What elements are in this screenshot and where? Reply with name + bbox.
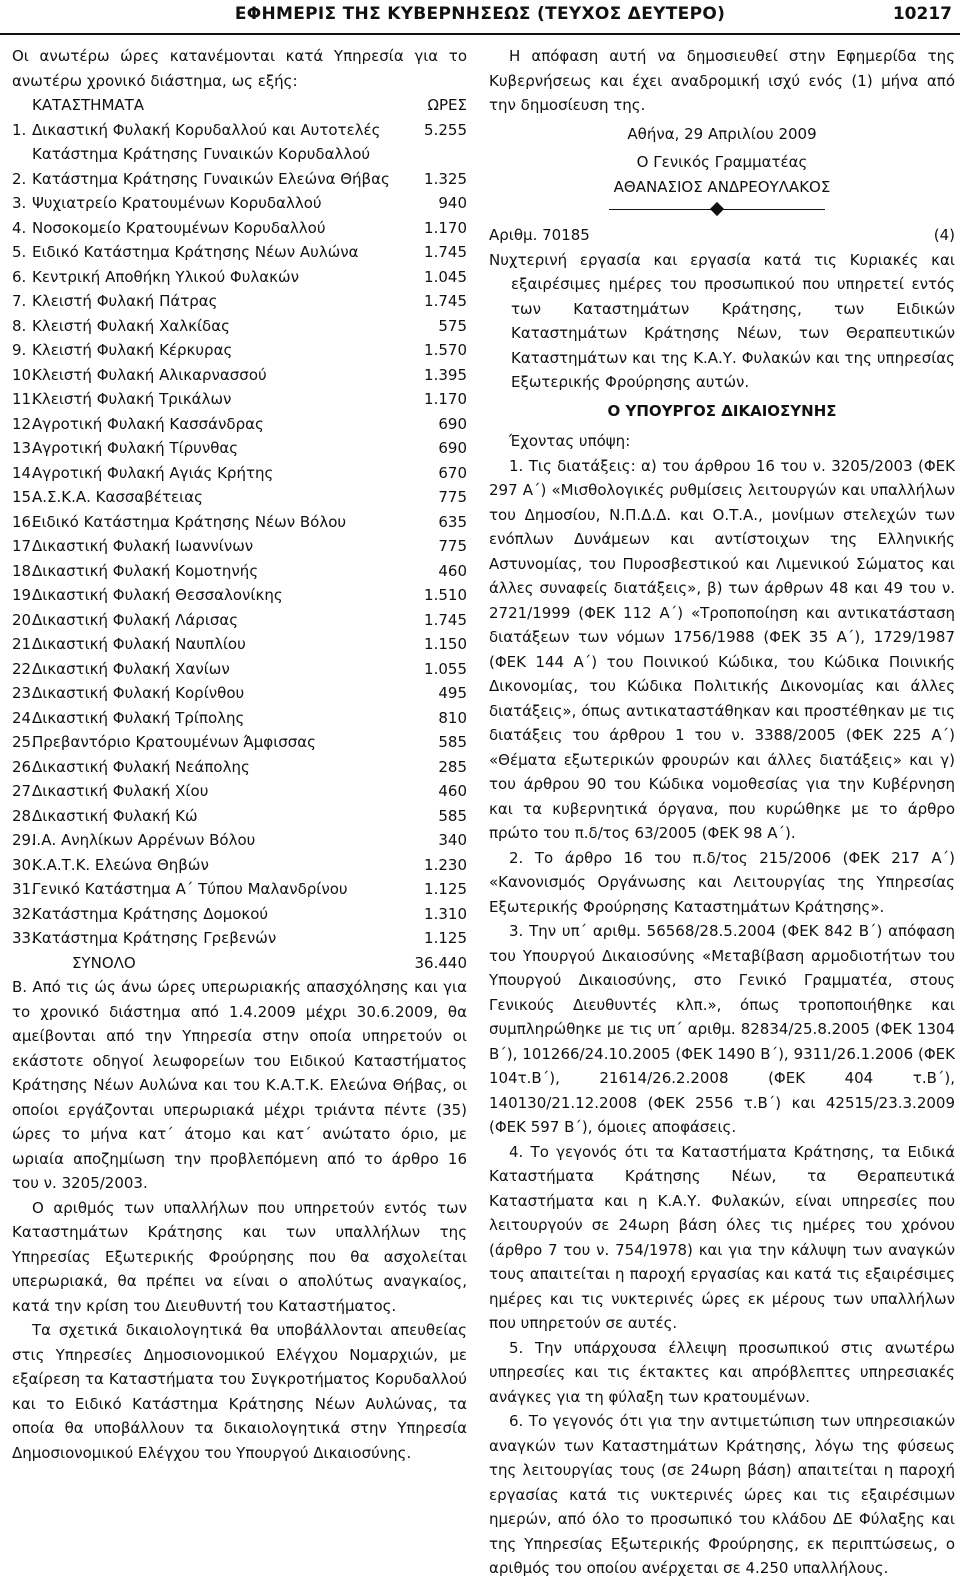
store-name: Δικαστική Φυλακή Νεάπολης <box>32 757 250 776</box>
decision-number-row <box>489 223 955 248</box>
hours-value: 575 <box>438 316 467 335</box>
row-number: 31. <box>12 880 36 898</box>
table-row <box>12 485 467 510</box>
hours-value: 1.570 <box>424 341 467 359</box>
row-number: 32. <box>12 904 36 923</box>
row-number: 13. <box>12 439 36 457</box>
row-number: 23. <box>12 684 36 702</box>
hours-value: 1.230 <box>424 855 467 874</box>
table-row <box>12 657 467 682</box>
point-2: 2. Το άρθρο 16 του π.δ/τος 215/2006 (ΦΕΚ 217 Α΄) «Κανονισμός Οργάνωσης και Λειτουργίας της Υπηρεσίας Εξωτερικής Φρούρησης Καταστημάτων Κράτησης». <box>489 848 955 916</box>
diamond-icon <box>710 202 724 216</box>
signer-title: Ο Γενικός Γραμματέας <box>636 153 808 171</box>
table-row <box>12 632 467 657</box>
store-name: Αγροτική Φυλακή Αγιάς Κρήτης <box>32 463 274 482</box>
page-number: 10217 <box>892 4 952 24</box>
row-number: 1. <box>12 120 27 139</box>
row-number: 29. <box>12 831 36 849</box>
row-number: 33. <box>12 929 36 947</box>
row-number: 26. <box>12 757 36 776</box>
table-row <box>12 338 467 363</box>
row-number: 25. <box>12 733 36 751</box>
left-column <box>12 44 467 1465</box>
separator-ornament <box>489 201 955 219</box>
total-label: ΣΥΝΟΛΟ <box>72 953 136 972</box>
store-name: Κλειστή Φυλακή Κέρκυρας <box>32 341 233 359</box>
store-name: Δικαστική Φυλακή Χίου <box>32 782 209 800</box>
table-row <box>12 314 467 339</box>
store-name: Αγροτική Φυλακή Τίρυνθας <box>32 439 239 457</box>
store-name: Κατάστημα Κράτησης Γυναικών Ελεώνα Θήβας <box>32 169 390 188</box>
table-row <box>12 755 467 780</box>
row-number: 7. <box>12 292 27 310</box>
store-name: Κλειστή Φυλακή Πάτρας <box>32 292 218 310</box>
hours-table-header <box>12 93 467 118</box>
store-name: Δικαστική Φυλακή Κορυδαλλού και Αυτοτελές Κατάστημα Κράτησης Γυναικών Κορυδαλλού <box>32 120 381 163</box>
table-row <box>12 583 467 608</box>
hours-value: 1.125 <box>424 880 467 898</box>
having-regard: Έχοντας υπόψη: <box>509 432 631 450</box>
gazette-title: ΕΦΗΜΕΡΙΣ ΤΗΣ ΚΥΒΕΡΝΗΣΕΩΣ (ΤΕΥΧΟΣ ΔΕΥΤΕΡΟ) <box>234 4 726 24</box>
row-number: 12. <box>12 414 36 433</box>
row-number: 16. <box>12 512 36 531</box>
hours-value: 775 <box>438 537 467 555</box>
hours-value: 1.045 <box>424 267 467 286</box>
table-row <box>12 167 467 192</box>
row-number: 20. <box>12 610 36 629</box>
hours-value: 1.170 <box>424 218 467 237</box>
hours-value: 1.395 <box>424 365 467 384</box>
hours-value: 585 <box>438 806 467 825</box>
table-row <box>12 804 467 829</box>
intro-paragraph: Οι ανωτέρω ώρες κατανέμονται κατά Υπηρεσία για το ανωτέρω χρονικό διάστημα, ως εξής: <box>12 47 467 90</box>
table-row <box>12 289 467 314</box>
total-value: 36.440 <box>414 953 467 972</box>
table-row <box>12 608 467 633</box>
row-number: 22. <box>12 659 36 678</box>
row-number: 17. <box>12 537 36 555</box>
hours-value: 5.255 <box>424 120 467 139</box>
table-row <box>12 926 467 951</box>
table-row <box>12 461 467 486</box>
hours-value: 1.150 <box>424 635 467 653</box>
row-number: 18. <box>12 561 36 580</box>
store-name: Α.Σ.Κ.Α. Κασσαβέτειας <box>32 488 203 506</box>
store-name: Δικαστική Φυλακή Κομοτηνής <box>32 561 259 580</box>
row-number: 30. <box>12 855 36 874</box>
row-number: 4. <box>12 218 27 237</box>
row-number: 28. <box>12 806 36 825</box>
store-name: Πρεβαντόριο Κρατουμένων Άμφισσας <box>32 733 316 751</box>
store-name: Ψυχιατρείο Κρατουμένων Κορυδαλλού <box>32 194 322 212</box>
point-4: 4. Το γεγονός ότι τα Καταστήματα Κράτησης, τα Ειδικά Καταστήματα Κράτησης Νέων, τα Θεραπευτικά Καταστήματα και η Κ.Α.Υ. Φυλακών, είναι υπηρεσίες που λειτουργούν σε 24ωρη βάση όλες τις ημέρες του χρόνου (άρθρο 7 του ν. 754/1978) και για την κάλυψη των αναγκών τους απαιτείται η παροχή εργασίας και κατά τις εξαιρέσιμες ημέρες και τις νυκτερινές ώρες εκ μέρους των υπαλλήλων που υπηρετούν σε αυτές. <box>489 1142 955 1332</box>
table-row <box>12 387 467 412</box>
hours-value: 670 <box>438 463 467 482</box>
hours-table <box>12 118 467 951</box>
stores-column-header: ΚΑΤΑΣΤΗΜΑΤΑ <box>32 96 145 114</box>
hours-value: 635 <box>438 512 467 531</box>
hours-value: 1.325 <box>424 169 467 188</box>
hours-value: 460 <box>438 782 467 800</box>
store-name: Ειδικό Κατάστημα Κράτησης Νέων Βόλου <box>32 512 347 531</box>
hours-column-header: ΩΡΕΣ <box>427 96 467 114</box>
hours-value: 460 <box>438 561 467 580</box>
row-number: 6. <box>12 267 27 286</box>
row-number: 27. <box>12 782 36 800</box>
documents-paragraph: Τα σχετικά δικαιολογητικά θα υποβάλλονται απευθείας στις Υπηρεσίες Δημοσιονομικού Ελέγχου Νομαρχιών, με εξαίρεση τα Καταστήματα του Συγκροτήματος Κορυδαλλού και το Ειδικό Κατάστημα Κράτησης Νέων Αυλώνας, τα οποία θα υποβάλλουν τα δικαιολογητικά στην Υπηρεσία Δημοσιονομικού Ελέγχου του Υπουργού Δικαιοσύνης. <box>12 1321 467 1462</box>
store-name: Κ.Α.Τ.Κ. Ελεώνα Θηβών <box>32 855 209 874</box>
store-name: Νοσοκομείο Κρατουμένων Κορυδαλλού <box>32 218 326 237</box>
row-number: 5. <box>12 243 27 261</box>
table-row <box>12 240 467 265</box>
hours-value: 1.745 <box>424 243 467 261</box>
page-header <box>0 0 960 35</box>
table-row <box>12 412 467 437</box>
table-row <box>12 363 467 388</box>
hours-value: 690 <box>438 439 467 457</box>
hours-value: 1.310 <box>424 904 467 923</box>
hours-value: 1.745 <box>424 610 467 629</box>
table-row <box>12 828 467 853</box>
store-name: Γενικό Κατάστημα Α΄ Τύπου Μαλανδρίνου <box>32 880 348 898</box>
store-name: Δικαστική Φυλακή Κώ <box>32 806 198 825</box>
store-name: Δικαστική Φυλακή Κορίνθου <box>32 684 245 702</box>
store-name: Δικαστική Φυλακή Χανίων <box>32 659 230 678</box>
point-1: 1. Τις διατάξεις: α) του άρθρου 16 του ν. 3205/2003 (ΦΕΚ 297 Α΄) «Μισθολογικές ρυθμίσεις λειτουργών και υπαλλήλων του Δημοσίου, Ν.Π.Δ.Δ. και Ο.Τ.Α., μονίμων στελεχών των ενόπλων Δυνάμεων και αντίστοιχων της Ελληνικής Αστυνομίας, του Πυροσβεστικού και Λιμενικού Σώματος και άλλες συναφείς διατάξεις», β) των άρθρων 48 και 49 του ν. 2721/1999 (ΦΕΚ 112 Α΄) «Τροποποίηση και αντικατάσταση διατάξεων των νόμων 1756/1988 (ΦΕΚ 35 Α΄), 1729/1987 (ΦΕΚ 144 Α΄) του Ποινικού Κώδικα, του Κώδικα Ποινικής Δικονομίας, του Κώδικα Πολιτικής Δικονομίας και άλλες διατάξεις», όπως αντικαταστάθηκαν και προστέθηκαν με τις διατάξεις του άρθρου 1 του ν. 3388/2005 (ΦΕΚ 225 Α΄) «Θέματα εξωτερικών φρουρών και άλλες διατάξεις» και γ) του άρθρου 90 του Κώδικα νομοθεσίας για την Κυβέρνηση και τα κυβερνητικά όργανα, που κυρώθηκε με το άρθρο πρώτο του π.δ/τος 63/2005 (ΦΕΚ 98 Α΄). <box>489 456 955 842</box>
table-row <box>12 730 467 755</box>
table-row <box>12 853 467 878</box>
hours-value: 940 <box>438 194 467 212</box>
hours-value: 285 <box>438 757 467 776</box>
hours-value: 495 <box>438 684 467 702</box>
row-number: 2. <box>12 169 27 188</box>
table-row <box>12 118 467 167</box>
store-name: Δικαστική Φυλακή Ναυπλίου <box>32 635 246 653</box>
row-number: 24. <box>12 708 36 727</box>
point-6: 6. Το γεγονός ότι για την αντιμετώπιση των υπηρεσιακών αναγκών των Καταστημάτων Κράτησης, λόγω της φύσεως της λειτουργίας τους (σε 24ωρη βάση) απαιτείται η παροχή εργασίας κατά τις νυκτερινές ώρες και τις εξαιρέσιμων ημερών, από όλο το προσωπικό του κλάδου ΔΕ Φύλαξης και της Υπηρεσίας Εξωτερικής Φρούρησης, εκ περιπτώσεως, ο αριθμός του οποίου ανέρχεται σε 4.250 υπαλλήλους. <box>489 1412 955 1577</box>
hours-value: 690 <box>438 414 467 433</box>
decision-index: (4) <box>933 226 955 244</box>
table-row <box>12 436 467 461</box>
row-number: 3. <box>12 194 27 212</box>
hours-value: 585 <box>438 733 467 751</box>
store-name: Κλειστή Φυλακή Τρικάλων <box>32 390 232 408</box>
paragraph-b: Β. Από τις ώς άνω ώρες υπερωριακής απασχόλησης και για το χρονικό διάστημα από 1.4.2009 μέχρι 30.6.2009, θα αμείβονται από την Υπηρεσία στην οποία υπηρετούν οι εκάστοτε οδηγοί λεωφορείων του Ειδικού Καταστήματος Κράτησης Νέων Αυλώνα και του Κ.Α.Τ.Κ. Ελεώνα Θήβας, οι οποίοι εργάζονται υπερωριακά μέχρι τριάντα πέντε (35) ώρες το μήνα κατ΄ άτομο και κατ΄ ανώτατο όριο, με ωριαία αποζημίωση την προβλεπόμενη από το άρθρο 16 του ν. 3205/2003. <box>12 978 467 1192</box>
publish-paragraph: Η απόφαση αυτή να δημοσιευθεί στην Εφημερίδα της Κυβερνήσεως και έχει αναδρομική ισχύ ενός (1) μήνα από την δημοσίευση της. <box>489 47 955 114</box>
store-name: Κατάστημα Κράτησης Δομοκού <box>32 904 269 923</box>
row-number: 11. <box>12 390 36 408</box>
point-3: 3. Την υπ΄ αριθμ. 56568/28.5.2004 (ΦΕΚ 842 Β΄) απόφαση του Υπουργού Δικαιοσύνης «Μεταβίβαση αρμοδιοτήτων του Υπουργού Δικαιοσύνης, στο Γενικό Γραμματέα, στους Γενικούς Διευθυντές κλπ.», όπως τροποποιήθηκε και συμπληρώθηκε με τις υπ΄ αριθμ. 82834/25.8.2005 (ΦΕΚ 1304 Β΄), 101266/24.10.2005 (ΦΕΚ 1490 Β΄), 9311/26.1.2006 (ΦΕΚ 104τ.Β΄), 21614/26.2.2008 (ΦΕΚ 404 τ.Β΄), 140130/21.12.2008 (ΦΕΚ 2556 τ.Β΄) και 42515/23.3.2009 (ΦΕΚ 597 Β΄), όμοιες αποφάσεις. <box>489 922 955 1136</box>
table-row <box>12 191 467 216</box>
store-name: Ειδικό Κατάστημα Κράτησης Νέων Αυλώνα <box>32 243 359 261</box>
store-name: Αγροτική Φυλακή Κασσάνδρας <box>32 414 264 433</box>
point-5: 5. Την υπάρχουσα έλλειψη προσωπικού στις ανωτέρω υπηρεσίες και τις έκτακτες και απρόβλεπτες υπηρεσιακές ανάγκες για τη φύλαξη των κρατουμένων. <box>489 1338 955 1406</box>
table-row <box>12 510 467 535</box>
row-number: 19. <box>12 586 36 604</box>
store-name: Δικαστική Φυλακή Θεσσαλονίκης <box>32 586 283 604</box>
table-row <box>12 902 467 927</box>
decision-number: Αριθμ. 70185 <box>489 226 590 244</box>
hours-value: 810 <box>438 708 467 727</box>
store-name: Κεντρική Αποθήκη Υλικού Φυλακών <box>32 267 299 286</box>
table-row <box>12 681 467 706</box>
hours-value: 340 <box>438 831 467 849</box>
table-row <box>12 559 467 584</box>
signer-name: ΑΘΑΝΑΣΙΟΣ ΑΝΔΡΕΟΥΛΑΚΟΣ <box>613 177 831 196</box>
hours-value: 1.055 <box>424 659 467 678</box>
row-number: 10. <box>12 365 36 384</box>
store-name: Ι.Α. Ανηλίκων Αρρένων Βόλου <box>32 831 256 849</box>
row-number: 8. <box>12 316 27 335</box>
store-name: Κλειστή Φυλακή Χαλκίδας <box>32 316 230 335</box>
table-row <box>12 706 467 731</box>
hours-value: 1.125 <box>424 929 467 947</box>
table-row <box>12 779 467 804</box>
store-name: Δικαστική Φυλακή Τρίπολης <box>32 708 245 727</box>
store-name: Δικαστική Φυλακή Ιωαννίνων <box>32 537 254 555</box>
place-date: Αθήνα, 29 Απριλίου 2009 <box>627 124 817 143</box>
total-row <box>12 951 467 976</box>
hours-value: 1.510 <box>424 586 467 604</box>
store-name: Δικαστική Φυλακή Λάρισας <box>32 610 239 629</box>
employees-paragraph: Ο αριθμός των υπαλλήλων που υπηρετούν εντός των Καταστημάτων Κράτησης και των υπαλλήλων της Υπηρεσίας Εξωτερικής Φρούρησης που θα ασχολείται υπερωριακά, θα πρέπει να είναι ο απολύτως αναγκαίος, κατά την κρίση του Διευθυντή του Καταστήματος. <box>12 1198 467 1315</box>
store-name: Κλειστή Φυλακή Αλικαρνασσού <box>32 365 267 384</box>
hours-value: 1.745 <box>424 292 467 310</box>
table-row <box>12 534 467 559</box>
table-row <box>12 877 467 902</box>
store-name: Κατάστημα Κράτησης Γρεβενών <box>32 929 277 947</box>
row-number: 14. <box>12 463 36 482</box>
hours-value: 775 <box>438 488 467 506</box>
row-number: 9. <box>12 341 27 359</box>
right-column <box>489 44 955 1581</box>
decision-subject: Νυχτερινή εργασία και εργασία κατά τις Κυριακές και εξαιρέσιμες ημέρες του προσωπικού που υπηρετεί εντός των Καταστημάτων Κράτησης, των Ειδικών Καταστημάτων Κράτησης Νέων, των Θεραπευτικών Καταστημάτων και της Κ.Α.Υ. Φυλακών και της υπηρεσίας Εξωτερικής Φρούρησης αυτών. <box>489 250 955 391</box>
hours-value: 1.170 <box>424 390 467 408</box>
row-number: 21. <box>12 635 36 653</box>
minister-heading: Ο ΥΠΟΥΡΓΟΣ ΔΙΚΑΙΟΣΥΝΗΣ <box>607 401 837 420</box>
table-row <box>12 265 467 290</box>
row-number: 15. <box>12 488 36 506</box>
table-row <box>12 216 467 241</box>
